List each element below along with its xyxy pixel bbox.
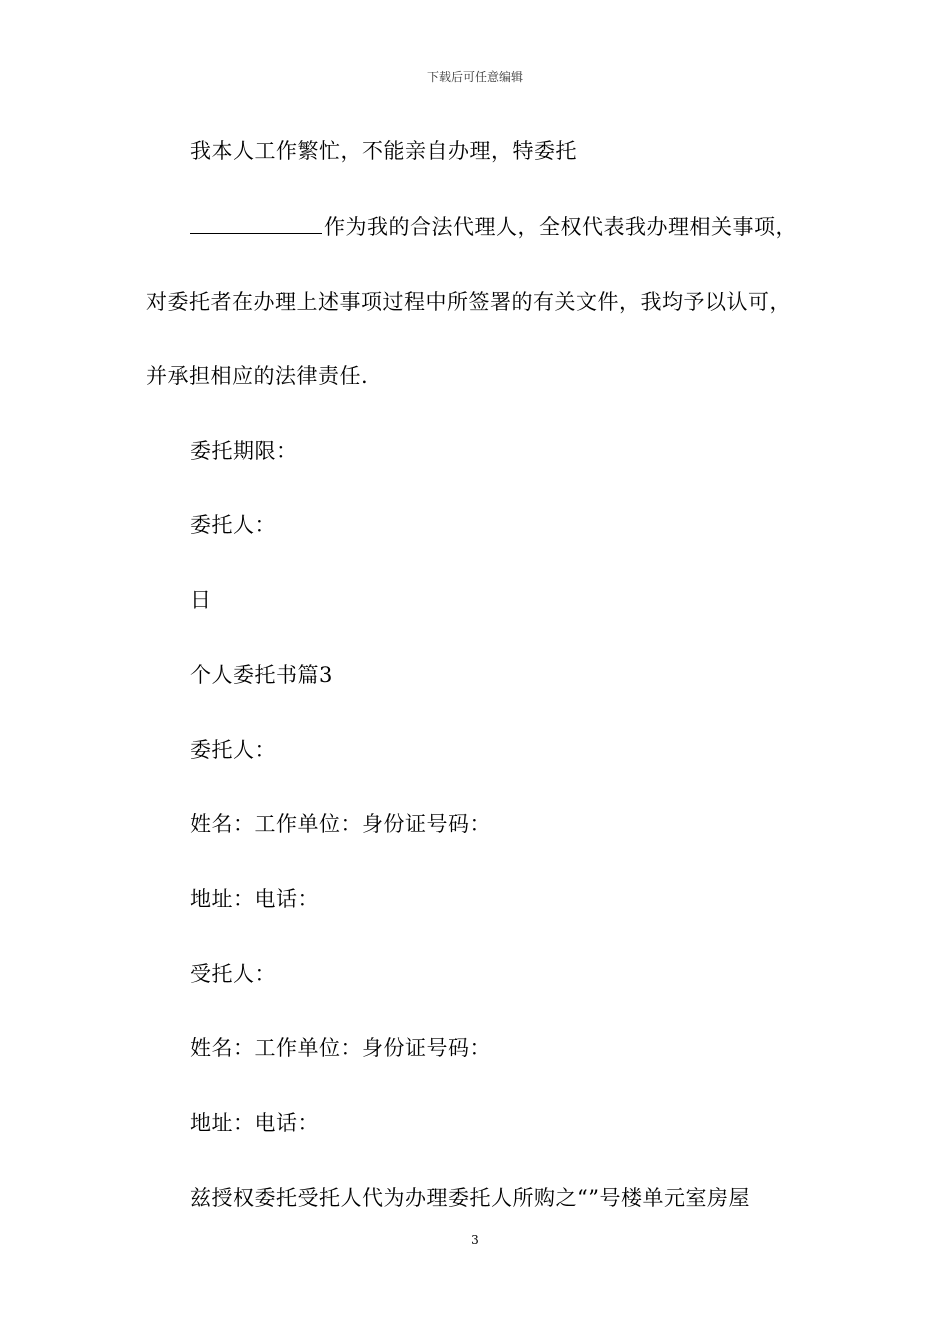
trustee-contact: 地址：电话： bbox=[190, 1111, 319, 1135]
paragraph-recognition: 对委托者在办理上述事项过程中所签署的有关文件，我均予以认可， bbox=[146, 290, 791, 314]
principal-contact: 地址：电话： bbox=[190, 887, 319, 911]
page-header: 下载后可任意编辑 bbox=[426, 70, 523, 84]
label-trustee: 受托人： bbox=[190, 962, 276, 986]
principal-details: 姓名：工作单位：身份证号码： bbox=[190, 812, 491, 836]
paragraph-agent-line bbox=[190, 213, 797, 241]
paragraph-liability: 并承担相应的法律责任. bbox=[146, 364, 369, 388]
label-principal-2: 委托人： bbox=[190, 738, 276, 762]
trustee-details: 姓名：工作单位：身份证号码： bbox=[190, 1036, 491, 1060]
label-principal: 委托人： bbox=[190, 513, 276, 537]
agent-line-text: 作为我的合法代理人，全权代表我办理相关事项， bbox=[324, 215, 797, 239]
paragraph-delegation-intro: 我本人工作繁忙，不能亲自办理，特委托 bbox=[190, 139, 577, 163]
paragraph-authorization: 兹授权委托受托人代为办理委托人所购之“”号楼单元室房屋 bbox=[190, 1186, 750, 1210]
page-number: 3 bbox=[471, 1233, 479, 1247]
section-title: 个人委托书篇3 bbox=[190, 663, 333, 687]
agent-name-blank bbox=[190, 217, 322, 234]
label-date-day: 日 bbox=[190, 588, 212, 612]
label-delegation-period: 委托期限： bbox=[190, 439, 298, 463]
